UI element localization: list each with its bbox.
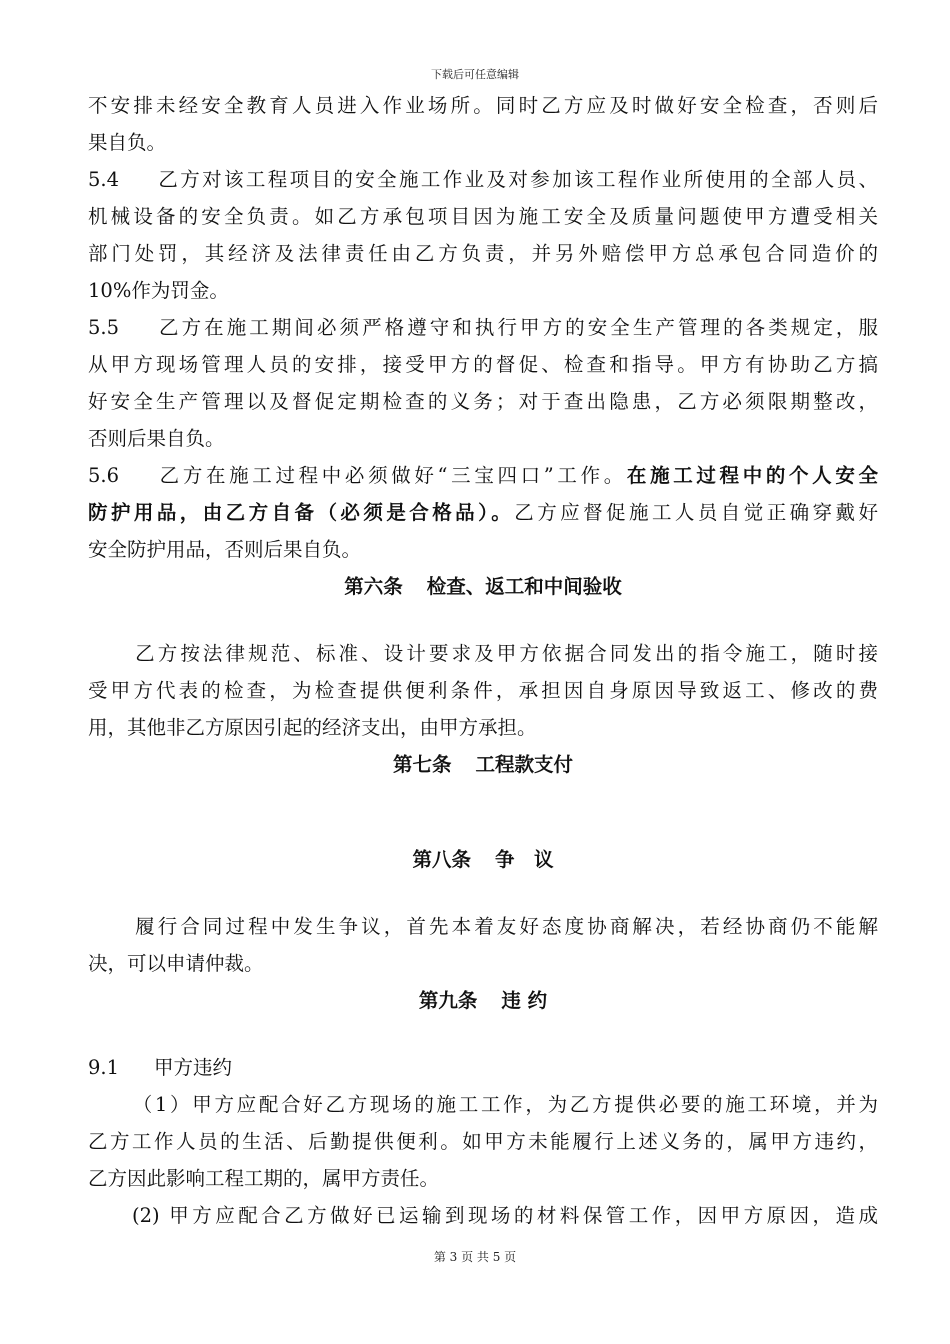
clause-5-6-line: 安全防护用品，否则后果自负。	[88, 538, 362, 561]
paragraph-text: 履行合同过程中发生争议，首先本着友好态度协商解决，若经协商仍不能解	[132, 915, 878, 938]
paragraph-line: 果自负。	[88, 131, 167, 154]
clause-title: 甲方违约	[154, 1056, 233, 1079]
clause-5-5-line: 从甲方现场管理人员的安排，接受甲方的督促、检查和指导。甲方有协助乙方搞	[88, 353, 878, 376]
clause-text: 乙方在施工期间必须严格遵守和执行甲方的安全生产管理的各类规定，服	[156, 316, 878, 339]
article-title: 检查、返工和中间验收	[426, 575, 622, 598]
clause-5-5-line: 好安全生产管理以及督促定期检查的义务；对于查出隐患，乙方必须限期整改，	[88, 390, 878, 413]
clause-text: 乙方应督促施工人员自觉正确穿戴好	[514, 501, 878, 524]
clause-number: 5.4	[88, 168, 120, 191]
clause-number: 5.5	[88, 316, 120, 339]
article-6-line: 受甲方代表的检查，为检查提供便利条件，承担因自身原因导致返工、修改的费	[88, 679, 878, 702]
article-6-line	[88, 635, 878, 672]
clause-text: 乙方对该工程项目的安全施工作业及对参加该工程作业所使用的全部人员、	[156, 168, 878, 191]
article-6-heading	[88, 568, 878, 605]
clause-5-6-line	[88, 457, 878, 494]
clause-5-5-line	[88, 309, 878, 346]
page-footer: 第 3 页 共 5 页	[433, 1250, 517, 1264]
clause-5-5-line: 否则后果自负。	[88, 427, 225, 450]
article-title: 违 约	[501, 989, 548, 1012]
article-9-heading	[88, 982, 878, 1019]
clause-5-4-line: 部门处罚，其经济及法律责任由乙方负责，并另外赔偿甲方总承包合同造价的	[88, 242, 878, 265]
article-8-heading	[88, 841, 878, 878]
clause-5-4-line: 10%作为罚金。	[88, 279, 229, 302]
article-title: 工程款支付	[475, 753, 574, 776]
paragraph-text: 乙方按法律规范、标准、设计要求及甲方依据合同发出的指令施工，随时接	[132, 642, 878, 665]
paragraph-text: (2) 甲方应配合乙方做好已运输到现场的材料保管工作，因甲方原因，造成	[132, 1204, 878, 1227]
article-number: 第九条	[418, 989, 478, 1012]
article-number: 第七条	[392, 753, 452, 776]
article-number: 第八条	[412, 848, 471, 871]
clause-text-bold: 防护用品，由乙方自备（必须是合格品）。	[88, 501, 515, 524]
clause-number: 5.6	[88, 464, 120, 487]
clause-9-1-heading	[88, 1049, 878, 1086]
item-1-line: 乙方工作人员的生活、后勤提供便利。如甲方未能履行上述义务的，属甲方违约，	[88, 1130, 878, 1153]
clause-5-6-line	[88, 494, 878, 531]
clause-text: 乙方在施工过程中必须做好“三宝四口”工作。	[156, 464, 627, 487]
article-6-line: 用，其他非乙方原因引起的经济支出，由甲方承担。	[88, 716, 537, 739]
page-header: 下载后可任意编辑	[431, 68, 519, 81]
document-body	[88, 87, 878, 1234]
article-number: 第六条	[344, 575, 403, 598]
clause-number: 9.1	[88, 1056, 120, 1079]
clause-5-4-line	[88, 161, 878, 198]
item-1-line: 乙方因此影响工程工期的，属甲方责任。	[88, 1167, 440, 1190]
clause-5-4-line: 机械设备的安全负责。如乙方承包项目因为施工安全及质量问题使甲方遭受相关	[88, 205, 878, 228]
article-8-line: 决，可以申请仲裁。	[88, 952, 264, 975]
paragraph-text: （1）甲方应配合好乙方现场的施工工作，为乙方提供必要的施工环境，并为	[130, 1093, 878, 1116]
article-title: 争 议	[495, 848, 554, 871]
item-2-line	[88, 1197, 878, 1234]
article-8-line	[88, 908, 878, 945]
paragraph-line: 不安排未经安全教育人员进入作业场所。同时乙方应及时做好安全检查，否则后	[88, 94, 878, 117]
article-7-heading	[88, 746, 878, 783]
clause-text-bold: 在施工过程中的个人安全	[626, 464, 878, 487]
item-1-line	[88, 1086, 878, 1123]
